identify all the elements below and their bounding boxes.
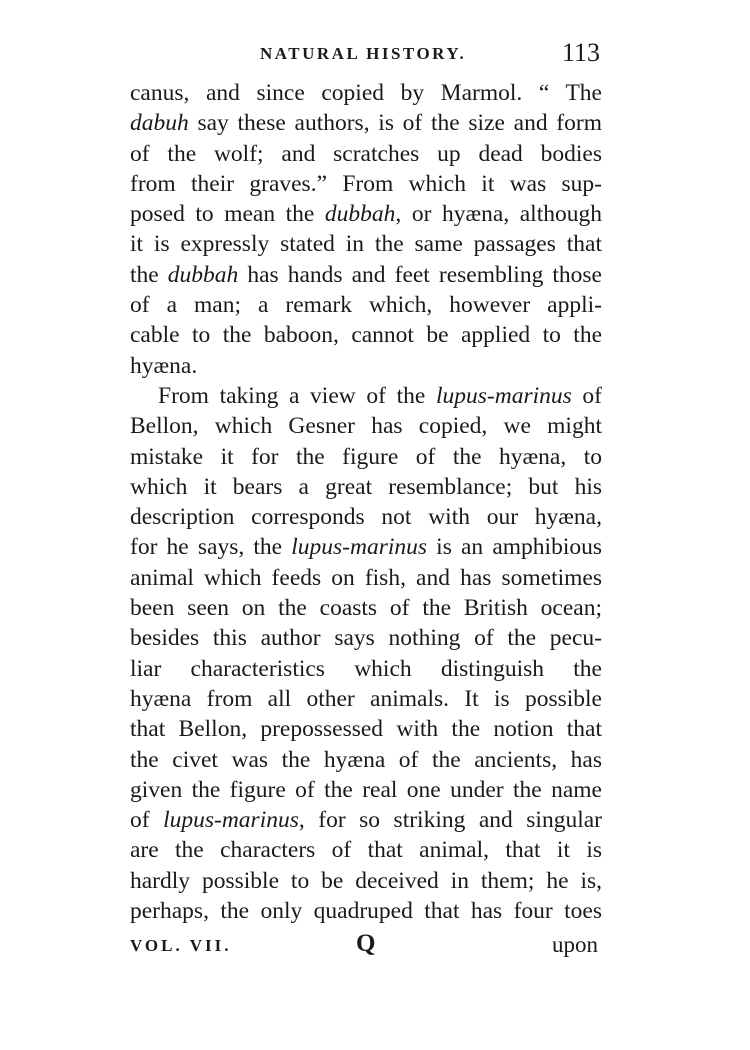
text-line [130,442,602,472]
text-segment: are the characters of that animal, that it is [130,837,602,864]
text-segment: is an amphibious [427,534,602,561]
body-text [130,78,602,926]
italic-term: lupus-marinus [291,534,428,561]
text-segment: , or hyæna, although [395,201,602,228]
text-line [130,199,602,229]
catchword: upon [552,932,598,957]
text-line [130,381,602,411]
text-segment: it is expressly stated in the same passages that [130,231,602,258]
italic-term: lupus-marinus [163,807,299,834]
text-line [130,502,602,532]
text-line [130,654,602,684]
text-line [130,229,602,259]
page-number: 113 [561,38,600,67]
text-segment: the civet was the hyæna of the ancients, has [130,746,602,773]
italic-term: dubbah [324,201,396,228]
text-line [130,563,602,593]
text-line [130,745,602,775]
text-segment: of the wolf; and scratches up dead bodies [130,140,602,167]
running-head: NATURAL HISTORY. [260,44,467,63]
text-segment: given the figure of the real one under the name [130,776,602,803]
text-line [130,472,602,502]
text-segment: of a man; a remark which, however appli- [130,292,602,319]
text-segment: say these authors, is of the size and form [188,110,602,137]
signature-mark: Q [356,930,376,957]
text-segment: mistake it for the figure of the hyæna, to [130,443,602,470]
text-line [130,169,602,199]
text-segment: canus, and since copied by Marmol. “ The [130,80,602,106]
text-line [130,139,602,169]
text-line [130,320,602,350]
text-line [130,866,602,896]
text-line [130,684,602,714]
text-segment: hardly possible to be deceived in them; he is, [130,867,602,894]
text-segment: from their graves.” From which it was sup- [130,170,602,197]
italic-term: dabuh [130,110,189,137]
text-segment: of [571,382,602,409]
text-segment: of [130,807,164,834]
text-line [130,108,602,138]
text-line [130,775,602,805]
text-segment: liar characteristics which distinguish the [130,655,602,682]
text-segment: has hands and feet resembling those [238,261,602,288]
text-line [130,623,602,653]
text-line [130,714,602,744]
text-segment: hyæna from all other animals. It is possible [130,685,602,712]
volume-label: VOL. VII. [130,936,232,955]
text-line [130,411,602,441]
text-line [130,290,602,320]
text-segment: perhaps, the only quadruped that has four toes [130,898,602,925]
text-line [130,593,602,623]
text-segment: animal which feeds on fish, and has sometimes [130,564,602,591]
text-line [130,260,602,290]
text-segment: cable to the baboon, cannot be applied to the [130,322,602,349]
text-segment: Bellon, which Gesner has copied, we might [130,413,602,440]
text-segment: which it bears a great resemblance; but his [130,473,602,500]
text-line [130,532,602,562]
italic-term: lupus-marinus [435,382,572,409]
page-header [130,38,600,72]
text-segment: been seen on the coasts of the British ocean; [130,595,602,622]
italic-term: dubbah [167,261,239,288]
page-footer [130,932,602,964]
text-segment: for he says, the [130,534,292,561]
text-line [130,896,602,926]
text-segment: description corresponds not with our hyæna, [130,504,602,531]
text-segment: hyæna. [130,352,198,379]
text-line [130,805,602,835]
text-line [130,835,602,865]
text-segment: the [130,261,168,288]
text-line [130,351,602,381]
text-line [130,78,602,108]
text-segment: besides this author says nothing of the pecu- [130,625,602,652]
text-segment: that Bellon, prepossessed with the notion that [130,716,602,743]
text-segment: , for so striking and singular [298,807,602,834]
text-segment: From taking a view of the [158,382,436,409]
text-segment: posed to mean the [130,201,325,228]
